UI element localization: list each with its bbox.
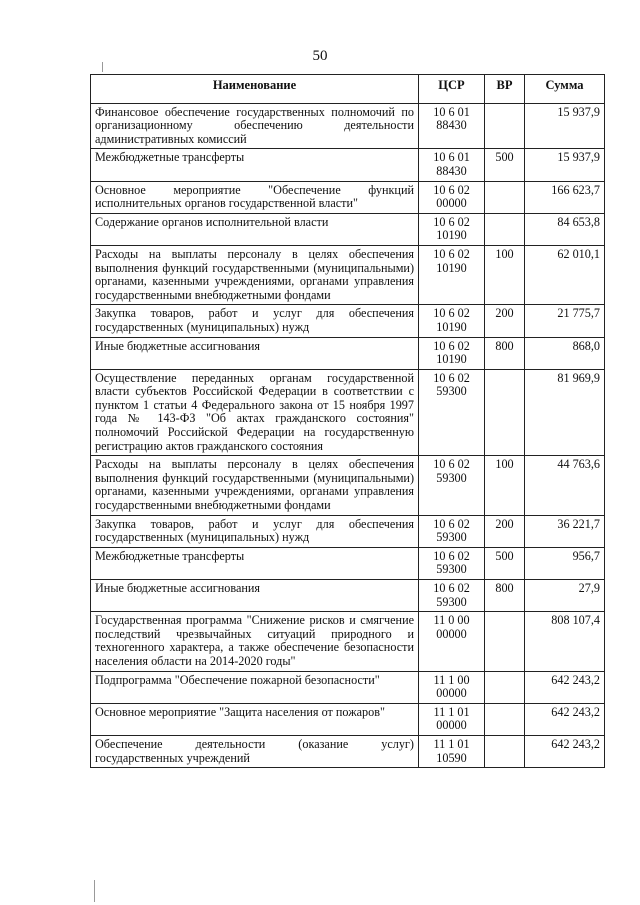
row-csr-line: 10 6 02 — [433, 214, 470, 229]
row-csr-line: 10 6 02 — [433, 246, 470, 261]
row-vr — [485, 369, 525, 456]
row-csr — [419, 245, 485, 304]
table-row — [91, 612, 605, 671]
table-row — [91, 337, 605, 369]
row-sum: 81 969,9 — [525, 369, 605, 456]
table-header-row — [91, 75, 605, 104]
row-csr — [419, 369, 485, 456]
row-csr — [419, 580, 485, 612]
row-vr: 200 — [485, 515, 525, 547]
row-name: Иные бюджетные ассигнования — [91, 337, 419, 369]
row-sum: 642 243,2 — [525, 735, 605, 767]
row-csr-line: 10190 — [436, 260, 467, 275]
row-vr: 100 — [485, 245, 525, 304]
row-csr-line: 59300 — [436, 562, 467, 577]
row-name: Государственная программа "Снижение рисков и смягчение последствий чрезвычайных ситуаций природного и техногенного характера, а также обеспечение безопасности населения области на 2014-2020 годы" — [91, 612, 419, 671]
row-sum: 166 623,7 — [525, 181, 605, 213]
row-name: Межбюджетные трансферты — [91, 547, 419, 579]
table-row — [91, 369, 605, 456]
table-row — [91, 149, 605, 181]
row-csr-line: 59300 — [436, 470, 467, 485]
row-csr-line: 00000 — [436, 718, 467, 733]
row-csr-line: 59300 — [436, 384, 467, 399]
row-sum: 15 937,9 — [525, 149, 605, 181]
header-name: Наименование — [91, 75, 419, 104]
row-name: Закупка товаров, работ и услуг для обеспечения государственных (муниципальных) нужд — [91, 305, 419, 337]
row-name: Подпрограмма "Обеспечение пожарной безопасности" — [91, 671, 419, 703]
row-vr — [485, 213, 525, 245]
row-csr-line: 10190 — [436, 352, 467, 367]
row-csr — [419, 515, 485, 547]
row-csr-line: 59300 — [436, 594, 467, 609]
row-csr — [419, 671, 485, 703]
row-vr: 200 — [485, 305, 525, 337]
row-vr: 800 — [485, 337, 525, 369]
table-row — [91, 735, 605, 767]
row-csr-line: 11 1 01 — [433, 704, 470, 719]
row-csr-line: 10 6 02 — [433, 370, 470, 385]
row-sum: 36 221,7 — [525, 515, 605, 547]
row-csr-line: 10 6 02 — [433, 516, 470, 531]
row-csr — [419, 612, 485, 671]
row-csr-line: 11 1 01 — [433, 736, 470, 751]
row-vr — [485, 612, 525, 671]
page-number: 50 — [312, 48, 328, 64]
row-sum: 84 653,8 — [525, 213, 605, 245]
budget-table — [90, 74, 605, 768]
table-row — [91, 245, 605, 304]
row-csr-line: 10 6 02 — [433, 548, 470, 563]
row-name: Финансовое обеспечение государственных полномочий по организационному обеспечению деятельности административных комиссий — [91, 103, 419, 149]
row-csr-line: 11 1 00 — [433, 672, 470, 687]
table-body — [91, 103, 605, 768]
row-csr-line: 88430 — [436, 163, 467, 178]
row-csr — [419, 213, 485, 245]
row-csr-line: 10190 — [436, 228, 467, 243]
row-csr-line: 88430 — [436, 118, 467, 133]
row-csr — [419, 456, 485, 515]
row-vr — [485, 103, 525, 149]
row-csr — [419, 305, 485, 337]
row-csr-line: 10190 — [436, 319, 467, 334]
row-csr-line: 10 6 01 — [433, 150, 470, 165]
row-sum: 27,9 — [525, 580, 605, 612]
row-vr — [485, 181, 525, 213]
row-csr-line: 11 0 00 — [433, 613, 470, 628]
row-csr-line: 10 6 02 — [433, 338, 470, 353]
row-csr-line: 00000 — [436, 196, 467, 211]
row-csr-line: 00000 — [436, 626, 467, 641]
row-csr — [419, 547, 485, 579]
table-row — [91, 671, 605, 703]
table-row — [91, 703, 605, 735]
row-vr — [485, 671, 525, 703]
row-csr — [419, 149, 485, 181]
row-sum: 21 775,7 — [525, 305, 605, 337]
row-csr-line: 10 6 02 — [433, 581, 470, 595]
table-row — [91, 213, 605, 245]
row-sum: 642 243,2 — [525, 703, 605, 735]
row-csr — [419, 337, 485, 369]
header-vr: ВР — [485, 75, 525, 104]
table-row — [91, 515, 605, 547]
row-csr — [419, 103, 485, 149]
row-name: Осуществление переданных органам государственной власти субъектов Российской Федерации в соответствии с пунктом 1 статьи 4 Федерального закона от 15 ноября 1997 года № 143-ФЗ "Об актах гражданского состояния" полномочий Российской Федерации на государственную регистрацию актов гражданского состояния — [91, 369, 419, 456]
table-row — [91, 103, 605, 149]
row-csr-line: 10 6 02 — [433, 306, 470, 321]
row-name: Иные бюджетные ассигнования — [91, 580, 419, 612]
row-name: Межбюджетные трансферты — [91, 149, 419, 181]
header-csr: ЦСР — [419, 75, 485, 104]
row-sum: 808 107,4 — [525, 612, 605, 671]
row-csr-line: 10 6 01 — [433, 104, 470, 119]
row-sum: 44 763,6 — [525, 456, 605, 515]
row-vr — [485, 735, 525, 767]
row-vr: 500 — [485, 149, 525, 181]
row-sum: 956,7 — [525, 547, 605, 579]
row-name: Расходы на выплаты персоналу в целях обеспечения выполнения функций государственными (муниципальными) органами, казенными учреждениями, органами управления государственными внебюджетными фондами — [91, 456, 419, 515]
row-vr: 500 — [485, 547, 525, 579]
table-row — [91, 305, 605, 337]
row-name: Основное мероприятие "Обеспечение функций исполнительных органов государственной власти" — [91, 181, 419, 213]
row-csr — [419, 735, 485, 767]
table-row — [91, 456, 605, 515]
scan-mark — [102, 62, 103, 72]
row-name: Расходы на выплаты персоналу в целях обеспечения выполнения функций государственными (муниципальными) органами, казенными учреждениями, органами управления государственными внебюджетными фондами — [91, 245, 419, 304]
row-csr — [419, 181, 485, 213]
table-row — [91, 580, 605, 612]
row-csr — [419, 703, 485, 735]
row-sum: 15 937,9 — [525, 103, 605, 149]
row-name: Закупка товаров, работ и услуг для обеспечения государственных (муниципальных) нужд — [91, 515, 419, 547]
row-name: Содержание органов исполнительной власти — [91, 213, 419, 245]
row-vr — [485, 703, 525, 735]
row-sum: 642 243,2 — [525, 671, 605, 703]
table-row — [91, 547, 605, 579]
table-row — [91, 181, 605, 213]
scan-mark — [94, 880, 95, 902]
row-sum: 868,0 — [525, 337, 605, 369]
row-csr-line: 10 6 02 — [433, 457, 470, 472]
row-name: Основное мероприятие "Защита населения от пожаров" — [91, 703, 419, 735]
row-name: Обеспечение деятельности (оказание услуг) государственных учреждений — [91, 735, 419, 767]
row-sum: 62 010,1 — [525, 245, 605, 304]
row-vr: 800 — [485, 580, 525, 612]
row-csr-line: 10 6 02 — [433, 182, 470, 197]
row-csr-line: 10590 — [436, 750, 467, 765]
row-csr-line: 00000 — [436, 686, 467, 701]
row-vr: 100 — [485, 456, 525, 515]
row-csr-line: 59300 — [436, 530, 467, 545]
header-sum: Сумма — [525, 75, 605, 104]
